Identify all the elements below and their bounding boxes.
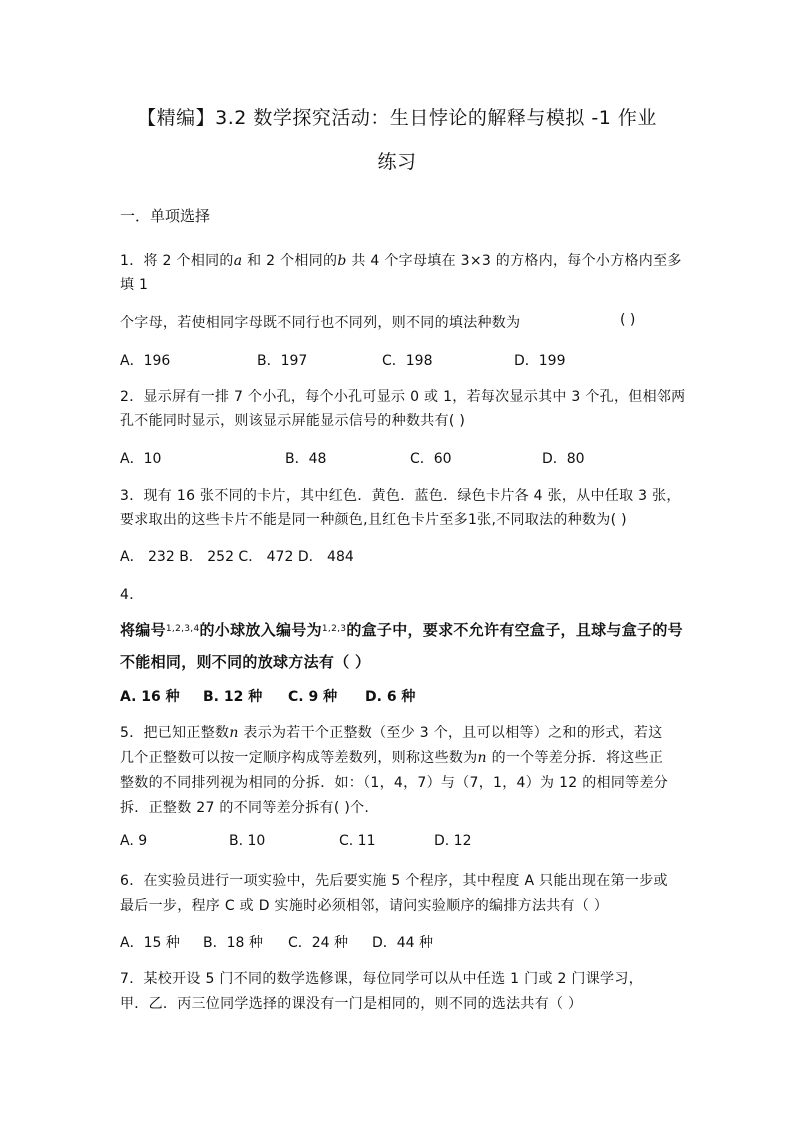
ball-numbers: 1,2,3,4 <box>165 624 200 634</box>
question-5-text: 的一个等差分拆．将这些正 <box>486 750 664 766</box>
option-c: C．60 <box>410 451 452 467</box>
variable-b: b <box>337 253 347 269</box>
option-b: B. 10 <box>229 833 266 849</box>
option-a: A．196 <box>120 353 171 369</box>
answer-parenthesis: ( ) <box>620 312 636 328</box>
option-c: C．24 种 <box>288 935 349 951</box>
option-b: B. 12 种 <box>203 689 263 705</box>
option-a: A. 9 <box>120 833 148 849</box>
question-1-line-3: 个字母，若使相同字母既不同行也不同列，则不同的填法种数为 <box>120 315 521 331</box>
question-1-line-2: 填 1 <box>120 277 149 293</box>
section-heading: 一．单项选择 <box>120 207 211 225</box>
question-6-line-2: 最后一步，程序 C 或 D 实施时必须相邻，请问实验顺序的编排方法共有（ ） <box>120 898 609 914</box>
question-5-text: 几个正整数可以按一定顺序构成等差数列，则称这些数为 <box>120 750 478 766</box>
option-d: D．199 <box>514 353 566 369</box>
question-5-line-2 <box>120 747 663 767</box>
option-c: C．198 <box>382 353 433 369</box>
variable-n: n <box>477 750 487 766</box>
question-3-line-2: 要求取出的这些卡片不能是同一种颜色,且红色卡片至多1张,不同取法的种数为( ) <box>120 512 627 528</box>
question-1-text: 1．将 2 个相同的 <box>120 253 234 269</box>
question-4-line-1 <box>120 619 683 640</box>
option-a: A. 16 种 <box>120 689 180 705</box>
option-a: A．10 <box>120 451 162 467</box>
question-5-text: 表示为若干个正整数（至少 3 个，且可以相等）之和的形式，若这 <box>238 725 663 741</box>
question-4-text: 将编号 <box>120 621 166 639</box>
option-b: B．18 种 <box>203 935 263 951</box>
box-numbers: 1,2,3 <box>321 624 347 634</box>
question-4-line-2: 不能相同，则不同的放球方法有（ ） <box>120 653 371 671</box>
option-d: D. 6 种 <box>365 689 416 705</box>
question-5-text: 5．把已知正整数 <box>120 725 230 741</box>
question-5-line-1 <box>120 722 663 742</box>
variable-a: a <box>233 253 243 269</box>
question-3-options: A． 232 B． 252 C． 472 D． 484 <box>120 549 354 565</box>
document-title: 【精编】3.2 数学探究活动：生日悖论的解释与模拟 -1 作业 <box>137 107 657 129</box>
option-c: C. 9 种 <box>288 689 338 705</box>
question-2-line-2: 孔不能同时显示，则该显示屏能显示信号的种数共有( ) <box>120 413 466 429</box>
option-c: C. 11 <box>339 833 376 849</box>
question-1-text: 和 2 个相同的 <box>242 253 338 269</box>
question-4-text: 的盒子中，要求不允许有空盒子，且球与盒子的号 <box>346 621 683 639</box>
option-b: B．197 <box>257 353 308 369</box>
question-7-line-1: 7．某校开设 5 门不同的数学选修课，每位同学可以从中任选 1 门或 2 门课学习， <box>120 971 643 987</box>
question-1-text: 共 4 个字母填在 3×3 的方格内，每个小方格内至多 <box>346 253 682 269</box>
question-3-line-1: 3．现有 16 张不同的卡片，其中红色．黄色．蓝色．绿色卡片各 4 张，从中任取 3 张， <box>120 488 681 504</box>
document-title-continued: 练习 <box>377 151 417 173</box>
question-4-text: 的小球放入编号为 <box>199 621 322 639</box>
question-4-number: 4． <box>120 587 144 603</box>
question-2-line-1: 2．显示屏有一排 7 个小孔，每个小孔可显示 0 或 1，若每次显示其中 3 个孔，但相邻两 <box>120 389 686 405</box>
option-a: A．15 种 <box>120 935 180 951</box>
option-d: D．44 种 <box>372 935 434 951</box>
option-d: D. 12 <box>434 833 472 849</box>
question-6-line-1: 6．在实验员进行一项实验中，先后要实施 5 个程序，其中程度 A 只能出现在第一步或 <box>120 873 668 889</box>
question-5-line-3: 整数的不同排列视为相同的分拆．如：（1，4，7）与（7，1，4）为 12 的相同等差分 <box>120 775 669 791</box>
question-5-line-4: 拆．正整数 27 的不同等差分拆有( )个. <box>120 800 370 816</box>
option-b: B．48 <box>285 451 327 467</box>
option-d: D．80 <box>542 451 585 467</box>
question-1-line-1 <box>120 250 682 270</box>
question-7-line-2: 甲．乙．丙三位同学选择的课没有一门是相同的，则不同的选法共有（ ） <box>120 996 583 1012</box>
variable-n: n <box>229 725 239 741</box>
